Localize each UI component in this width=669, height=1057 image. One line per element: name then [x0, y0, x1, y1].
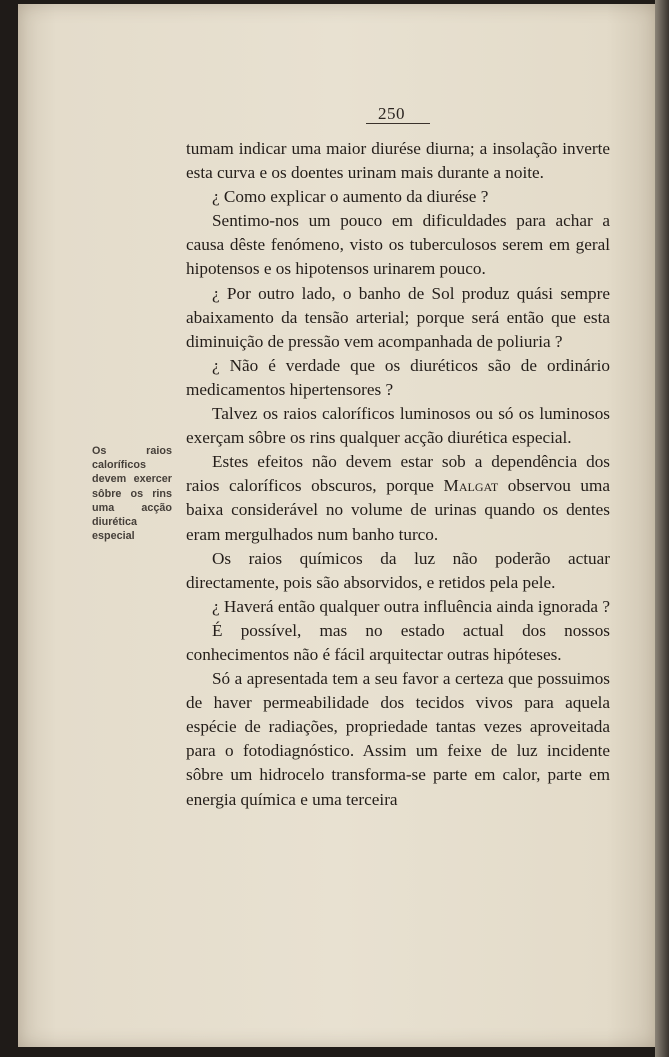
paragraph: ¿ Por outro lado, o banho de Sol produz quási sempre abaixamento da tensão arterial; porque será então que esta diminuição de pressão vem acompanhada de poliuria ? — [186, 283, 610, 351]
paragraph: ¿ Haverá então qualquer outra influência ainda ignorada ? — [212, 596, 610, 616]
paragraph-text: Estes efeitos não devem estar sob a dependência dos raios caloríficos obscuros, porque — [186, 452, 610, 496]
paragraph: Sentimo-nos um pouco em dificuldades para achar a causa dêste fenómeno, visto os tuberculosos serem em geral hipotensos e os hipotensos urinarem pouco. — [186, 211, 610, 279]
body-text — [186, 137, 610, 812]
paragraph: Só a apresentada tem a seu favor a certeza que possuimos de haver permeabilidade dos tecidos vivos para aquela espécie de radiações, propriedade tantas vezes aproveitada para o fotodiagnóstico. Assim um feixe de luz incidente sôbre um hidrocelo transforma-se parte em calor, parte em energia química e uma terceira — [186, 669, 610, 809]
page-number-rule — [366, 123, 430, 124]
paragraph: ¿ Não é verdade que os diuréticos são de ordinário medicamentos hipertensores ? — [186, 355, 610, 399]
paragraph: Os raios químicos da luz não poderão actuar directamente, pois são absorvidos, e retidos pela pele. — [186, 548, 610, 592]
paragraph: É possível, mas no estado actual dos nossos conhecimentos não é fácil arquitectar outras hipóteses. — [186, 620, 610, 664]
paragraph — [186, 450, 610, 546]
marginal-note: Os raios caloríficos devem exercer sôbre os rins uma acção diurética especial — [92, 445, 172, 543]
page-edge-shadow — [655, 0, 669, 1057]
author-name: Malgat — [443, 476, 499, 496]
page-number: 250 — [378, 104, 405, 123]
paragraph: tumam indicar uma maior diurése diurna; a insolação inverte esta curva e os doentes urinam mais durante a noite. — [186, 139, 610, 183]
paragraph-text: observou uma baixa considerável no volume de urinas quando os dentes eram mergulhados num banho turco. — [186, 476, 611, 544]
paragraph: Talvez os raios caloríficos luminosos ou só os luminosos exerçam sôbre os rins qualquer acção diurética especial. — [186, 404, 610, 448]
paragraph: ¿ Como explicar o aumento da diurése ? — [212, 187, 489, 207]
